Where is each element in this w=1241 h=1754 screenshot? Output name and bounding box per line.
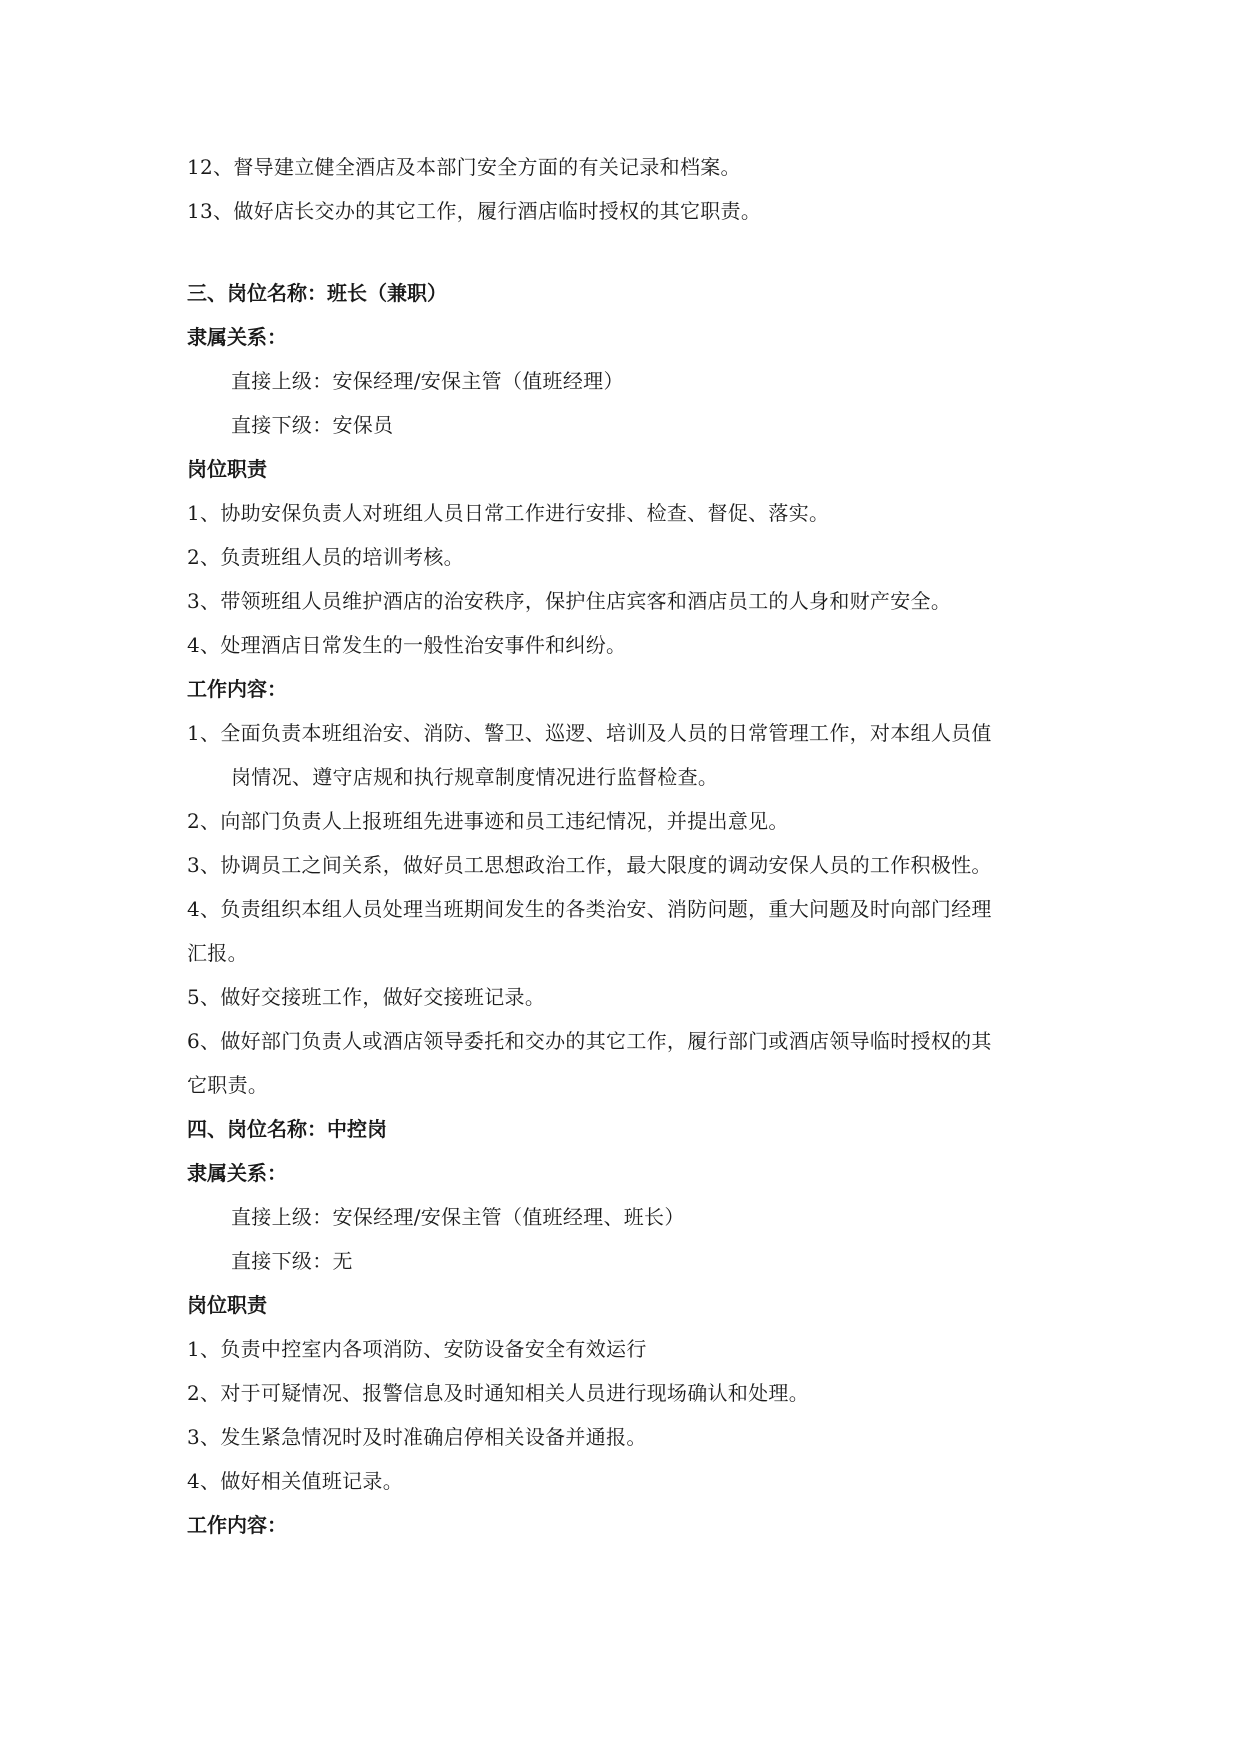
- list-item: 4、处理酒店日常发生的一般性治安事件和纠纷。: [187, 633, 627, 657]
- list-item: 6、做好部门负责人或酒店领导委托和交办的其它工作，履行部门或酒店领导临时授权的其: [187, 1029, 992, 1053]
- subordinate-line: 直接下级：安保员: [231, 413, 394, 437]
- list-item: 3、带领班组人员维护酒店的治安秩序，保护住店宾客和酒店员工的人身和财产安全。: [187, 589, 952, 613]
- list-item-continuation: 汇报。: [187, 941, 248, 965]
- superior-line: 直接上级：安保经理/安保主管（值班经理、班长）: [231, 1205, 685, 1229]
- list-item: 4、负责组织本组人员处理当班期间发生的各类治安、消防问题，重大问题及时向部门经理: [187, 897, 992, 921]
- duty-label: 岗位职责: [187, 1293, 267, 1317]
- relation-label: 隶属关系：: [187, 325, 287, 349]
- list-item: 3、发生紧急情况时及时准确启停相关设备并通报。: [187, 1425, 647, 1449]
- work-label: 工作内容：: [187, 677, 287, 701]
- work-label: 工作内容：: [187, 1513, 287, 1537]
- list-item: 3、协调员工之间关系，做好员工思想政治工作，最大限度的调动安保人员的工作积极性。: [187, 853, 992, 877]
- list-item: 12、督导建立健全酒店及本部门安全方面的有关记录和档案。: [187, 155, 741, 179]
- section-title: 四、岗位名称：中控岗: [187, 1117, 387, 1141]
- spacer: [187, 233, 1067, 271]
- list-item: 2、向部门负责人上报班组先进事迹和员工违纪情况，并提出意见。: [187, 809, 789, 833]
- list-item: 1、协助安保负责人对班组人员日常工作进行安排、检查、督促、落实。: [187, 501, 830, 525]
- list-item-continuation: 岗情况、遵守店规和执行规章制度情况进行监督检查。: [231, 765, 719, 789]
- superior-line: 直接上级：安保经理/安保主管（值班经理）: [231, 369, 624, 393]
- list-item: 2、对于可疑情况、报警信息及时通知相关人员进行现场确认和处理。: [187, 1381, 810, 1405]
- subordinate-line: 直接下级：无: [231, 1249, 353, 1273]
- list-item: 4、做好相关值班记录。: [187, 1469, 404, 1493]
- list-item: 2、负责班组人员的培训考核。: [187, 545, 464, 569]
- section-title: 三、岗位名称：班长（兼职）: [187, 281, 447, 305]
- list-item: 1、全面负责本班组治安、消防、警卫、巡逻、培训及人员的日常管理工作，对本组人员值: [187, 721, 992, 745]
- list-item: 13、做好店长交办的其它工作，履行酒店临时授权的其它职责。: [187, 199, 762, 223]
- document-page: [187, 145, 1067, 1547]
- list-item: 5、做好交接班工作，做好交接班记录。: [187, 985, 546, 1009]
- list-item: 1、负责中控室内各项消防、安防设备安全有效运行: [187, 1337, 647, 1361]
- list-item-continuation: 它职责。: [187, 1073, 269, 1097]
- relation-label: 隶属关系：: [187, 1161, 287, 1185]
- duty-label: 岗位职责: [187, 457, 267, 481]
